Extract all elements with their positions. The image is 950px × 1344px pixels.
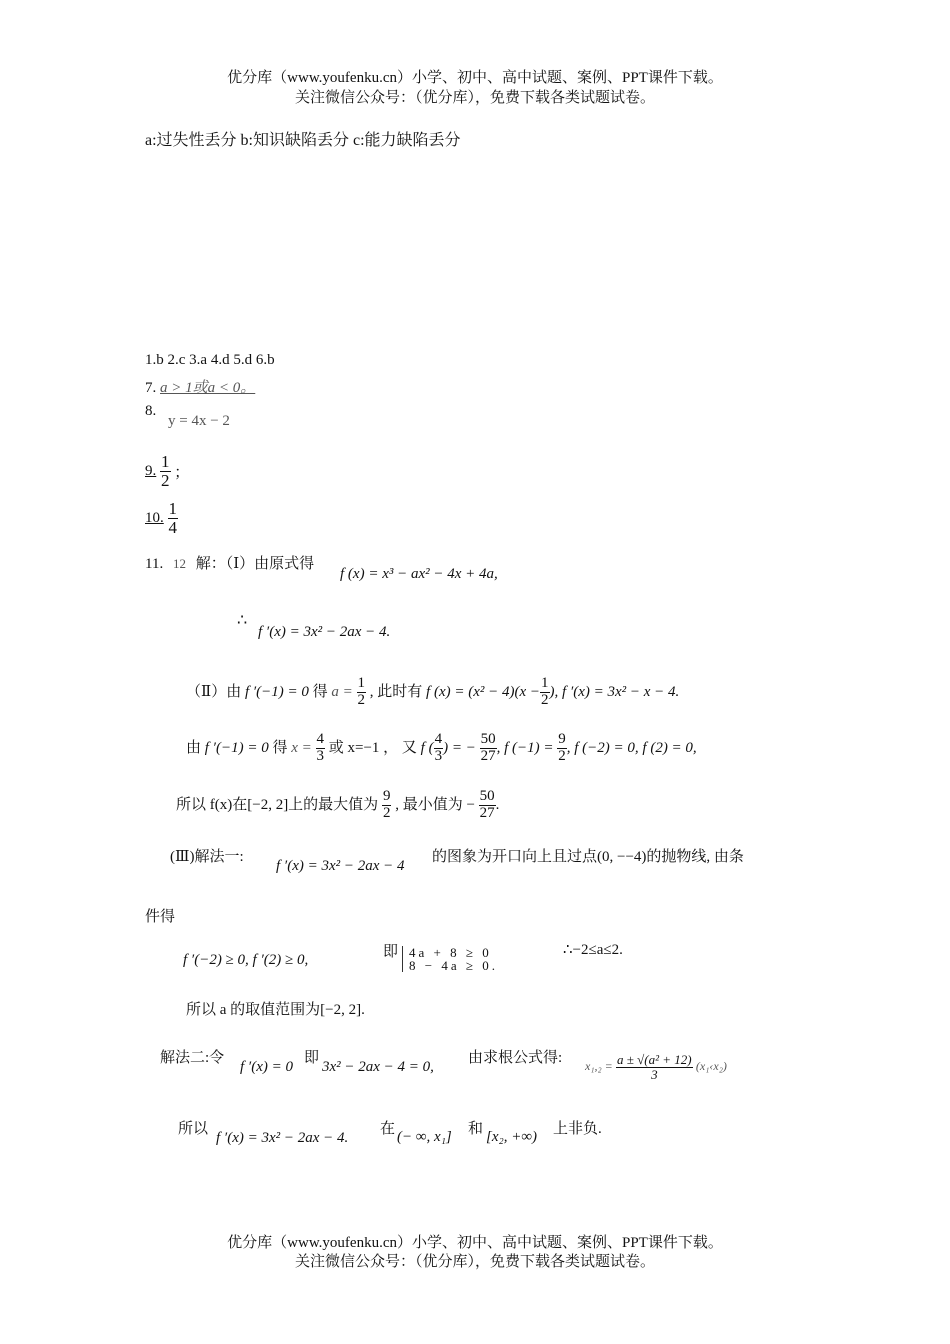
sol2-roots: x₁,₂ = $\frac{\text{a ± √(a² + 12)}}{3}$ (x₁‹x₂): [585, 1051, 727, 1082]
q11-part3-text-2: 件得: [145, 909, 176, 925]
q11-number: 11.: [145, 556, 164, 572]
min-fraction: $\frac{50}{27}$: [479, 788, 495, 822]
nine-halves-fraction: $\frac{9}{2}$: [558, 731, 566, 765]
choice-answers: 1.b 2.c 3.a 4.d 5.d 6.b: [145, 352, 275, 368]
sol2-zai: 在: [380, 1121, 396, 1137]
legend: a:过失性丢分 b:知识缺陷丢分 c:能力缺陷丢分: [145, 132, 461, 149]
q11-part1-label: 解：（Ⅰ）由原式得: [195, 556, 315, 572]
header-line-2: 关注微信公众号：（优分库），免费下载各类试题试卷。: [294, 90, 655, 106]
q7-number: 7.: [145, 380, 157, 396]
sol2-ji: 即: [304, 1050, 320, 1066]
four-thirds-arg: $\frac{4}{3}$: [434, 731, 443, 765]
q11-part2-line2: 由 f ′(−1) = 0 得 x = $\frac{4}{3}$ 或 x=−1 ， 又 f ( $\frac{4}{3}$ ) = − $\frac{50}{27}$ , f (−1) = $\frac{9}{2}$ , f (−2) = 0, f (2) = 0,: [186, 731, 697, 765]
q9-number: 9.: [145, 462, 157, 479]
q11-part3-label: (Ⅲ)解法一:: [170, 849, 244, 865]
q9-tail: ；: [174, 464, 190, 481]
sol2-quadratic: 3x² − 2ax − 4 = 0,: [322, 1059, 434, 1075]
q10-number: 10.: [145, 509, 164, 526]
sol2-he: 和: [468, 1121, 484, 1137]
q11-header: [145, 552, 314, 573]
four-thirds-fraction: $\frac{4}{3}$: [316, 731, 324, 765]
q11-part3-derivative: f ′(x) = 3x² − 2ax − 4: [276, 858, 405, 874]
q11-score: 12: [172, 556, 186, 571]
a-fraction: $\frac{1}{2}$: [357, 675, 366, 709]
sol2-derivative: f ′(x) = 3x² − 2ax − 4.: [216, 1130, 349, 1146]
root-fraction: $\frac{\text{a ± √(a² + 12)}}{3}$: [617, 1051, 692, 1082]
q11-part1-derivative: f ′(x) = 3x² − 2ax − 4.: [258, 624, 391, 640]
q11-part3-ji: 即: [383, 944, 399, 960]
q8-expression: y = 4x − 2: [168, 413, 230, 429]
therefore-symbol: ∴: [237, 612, 248, 629]
q9-answer: [145, 453, 189, 490]
q11-part3-system: [402, 946, 498, 972]
q11-part2-extremes: 所以 f(x)在[−2, 2]上的最大值为 $\frac{9}{2}$ , 最小值为 − $\frac{50}{27}$ .: [176, 788, 500, 822]
q11-part3-range: ∴−2≤a≤2.: [563, 942, 623, 958]
sol2-interval-1: (− ∞, x₁]: [397, 1129, 452, 1145]
q11-part1-expr: f (x) = x³ − ax² − 4x + 4a,: [340, 566, 498, 582]
max-fraction: $\frac{9}{2}$: [382, 788, 391, 822]
header-line-1: 优分库（www.youfenku.cn）小学、初中、高中试题、案例、PPT课件下载。: [227, 70, 723, 86]
half-fraction: $\frac{1}{2}$: [541, 675, 549, 709]
q7-answer: [145, 376, 255, 397]
sol2-interval-2: [x₂, +∞): [486, 1129, 538, 1145]
q8-answer: [145, 403, 230, 429]
sol2-formula-label: 由求根公式得:: [468, 1050, 563, 1066]
q9-fraction: $\frac{1}{2}$: [161, 452, 170, 490]
q10-answer: [145, 500, 178, 537]
q8-number: 8.: [145, 403, 157, 419]
sol2-equation: f ′(x) = 0: [240, 1059, 293, 1075]
q11-part3-conditions: f ′(−2) ≥ 0, f ′(2) ≥ 0,: [183, 952, 309, 968]
inequality-system: 4a + 8 ≥ 0 8 − 4a ≥ 0.: [402, 946, 498, 972]
footer-line-1: 优分库（www.youfenku.cn）小学、初中、高中试题、案例、PPT课件下载。: [227, 1235, 723, 1251]
q10-fraction: $\frac{1}{4}$: [168, 499, 177, 537]
sol2-so: 所以: [178, 1121, 209, 1137]
sol2-conclusion: 上非负.: [553, 1121, 602, 1137]
footer-line-2: 关注微信公众号：（优分库），免费下载各类试题试卷。: [294, 1254, 655, 1270]
fifty-27-fraction: $\frac{50}{27}$: [480, 731, 496, 765]
q11-part3-text: 的图象为开口向上且过点(0, −−4)的抛物线, 由条: [432, 849, 744, 865]
sol2-label: 解法二:令: [160, 1050, 225, 1066]
q11-part2-line1: （Ⅱ）由 f ′(−1) = 0 得 a = $\frac{1}{2}$ , 此时有 f (x) = (x² − 4)(x − $\frac{1}{2}$ ), f ′(x) = 3x² − x − 4.: [186, 675, 680, 709]
q11-part3-conclusion: 所以 a 的取值范围为[−2, 2].: [186, 1002, 365, 1018]
q7-expression: a > 1或a < 0。: [160, 380, 256, 396]
